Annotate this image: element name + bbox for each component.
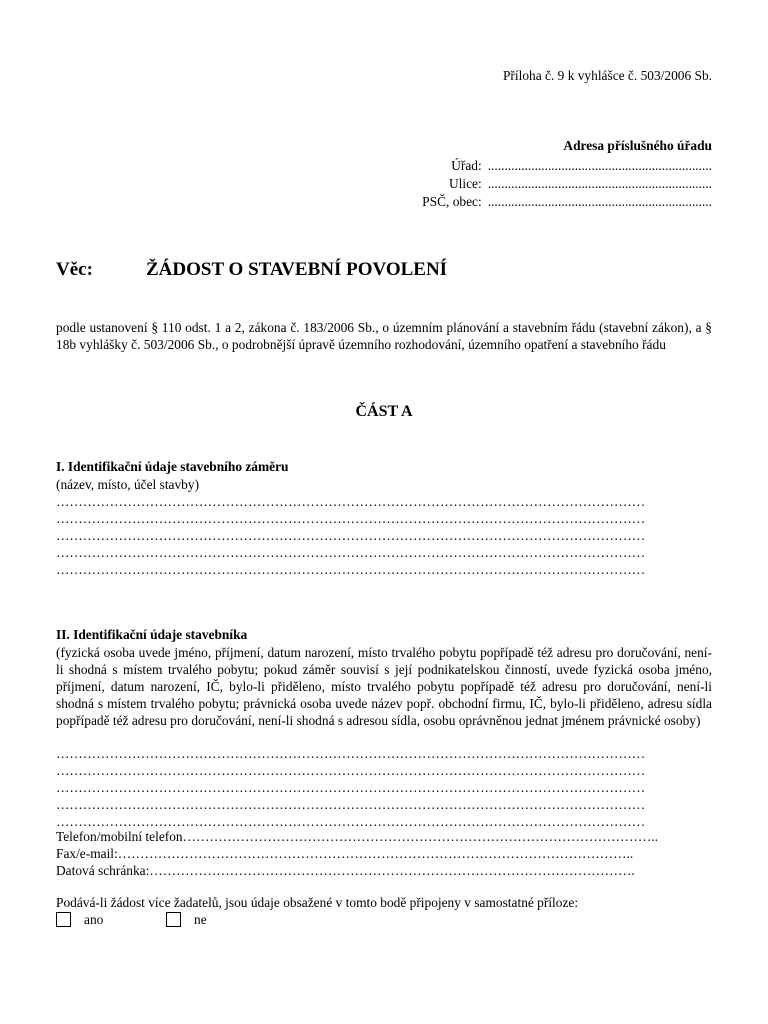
part-title: ČÁST A <box>355 403 413 420</box>
office-label: Úřad: <box>451 158 482 173</box>
section2-line[interactable]: …………………………………………………………………………………………………………………… <box>56 746 646 761</box>
section1-line[interactable]: …………………………………………………………………………………………………………………… <box>56 528 646 543</box>
zip-city-row <box>422 193 712 211</box>
document-title: ŽÁDOST O STAVEBNÍ POVOLENÍ <box>146 259 448 280</box>
section1-heading: I. Identifikační údaje stavebního záměru <box>56 459 289 474</box>
section2-line[interactable]: …………………………………………………………………………………………………………………… <box>56 780 646 795</box>
section1-line[interactable]: …………………………………………………………………………………………………………………… <box>56 494 646 509</box>
annex-reference: Příloha č. 9 k vyhlášce č. 503/2006 Sb. <box>502 68 712 83</box>
yes-checkbox[interactable] <box>56 912 71 927</box>
section2-heading: II. Identifikační údaje stavebníka <box>56 627 248 642</box>
section1-description: (název, místo, účel stavby) <box>56 477 200 492</box>
subject-label: Věc: <box>56 259 93 280</box>
street-label: Ulice: <box>448 176 482 191</box>
section2-description: (fyzická osoba uvede jméno, příjmení, datum narození, místo trvalého pobytu popřípadě též adresu pro doručování, není-li shodná s místem trvalého pobytu; pokud záměr souvisí s její podnikatelskou činností, uvede fyzická osoba jméno, příjmení, datum narození, IČ, bylo-li přiděleno, místo trvalého pobytu popřípadě též adresu pro doručování, není-li shodná s místem trvalého pobytu; právnická osoba uvede název popř. obchodní firmu, IČ, bylo-li přiděleno, adresu sídla popřípadě též adresu pro doručování, není-li shodná s adresou sídla, osobu oprávněnou jednat jménem právnické osoby) <box>56 645 712 728</box>
section1-line[interactable]: …………………………………………………………………………………………………………………… <box>56 511 646 526</box>
office-row <box>422 157 712 175</box>
section1-line[interactable]: …………………………………………………………………………………………………………………… <box>56 562 646 577</box>
zip-city-label: PSČ, obec: <box>422 194 482 209</box>
street-field[interactable]: ................................................................... <box>487 176 712 191</box>
street-row <box>422 175 712 193</box>
office-field[interactable]: ................................................................... <box>487 158 712 173</box>
multiple-applicants-question: Podává-li žádost více žadatelů, jsou údaje obsažené v tomto bodě připojeny v samostatné příloze: <box>56 895 579 910</box>
no-label: ne <box>194 912 207 927</box>
legal-basis-paragraph: podle ustanovení § 110 odst. 1 a 2, zákona č. 183/2006 Sb., o územním plánování a stavebním řádu (stavební zákon), a § 18b vyhlášky č. 503/2006 Sb., o podrobnější úpravě územního rozhodování, územního opatření a stavebního řádu <box>56 320 712 352</box>
data-box-field[interactable]: Datová schránka:………………………………………………………………………………………………. <box>56 863 635 878</box>
fax-email-field[interactable]: Fax/e-mail:…………………………………………………………………………………………………….. <box>56 846 634 861</box>
no-checkbox[interactable] <box>166 912 181 927</box>
office-address-title: Adresa příslušného úřadu <box>563 138 712 153</box>
section2-line[interactable]: …………………………………………………………………………………………………………………… <box>56 763 646 778</box>
section2-line[interactable]: …………………………………………………………………………………………………………………… <box>56 797 646 812</box>
section1-line[interactable]: …………………………………………………………………………………………………………………… <box>56 545 646 560</box>
yes-label: ano <box>84 912 104 927</box>
zip-city-field[interactable]: ................................................................... <box>487 194 712 209</box>
office-address-table <box>422 157 712 211</box>
section2-line[interactable]: …………………………………………………………………………………………………………………… <box>56 814 646 829</box>
phone-field[interactable]: Telefon/mobilní telefon…………………………………………………………………………………………….. <box>56 829 658 844</box>
